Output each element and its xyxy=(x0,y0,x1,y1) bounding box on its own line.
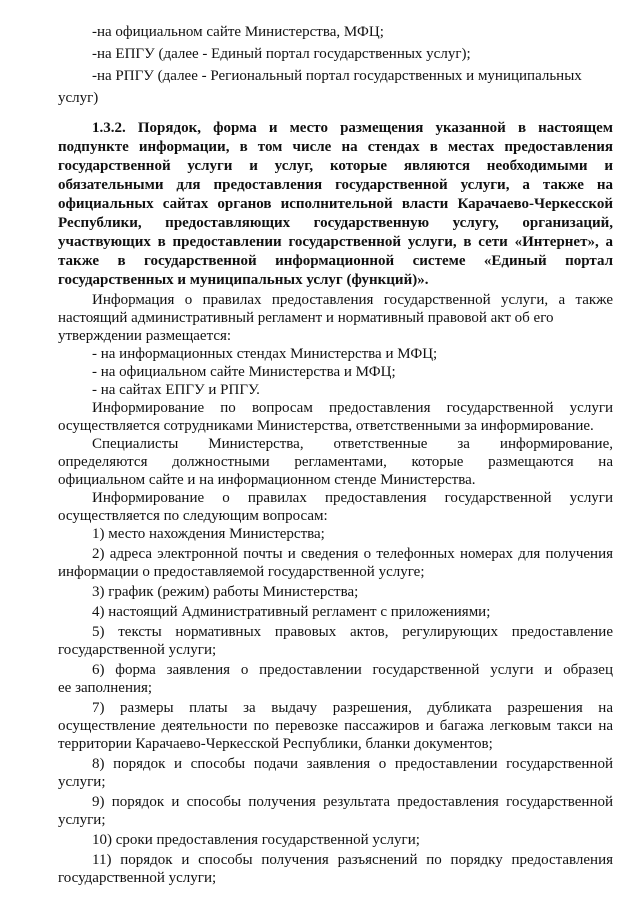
body-line: осуществление деятельности по перевозке пассажиров и багажа легковым такси на xyxy=(58,718,613,734)
body-line: территории Карачаево-Черкесской Республики, бланки документов; xyxy=(58,736,493,752)
list-item: 1) место нахождения Министерства; xyxy=(92,526,325,542)
body-line: Информирование по вопросам предоставления государственной услуги xyxy=(92,400,613,416)
heading-line: государственных и муниципальных услуг (функций)». xyxy=(58,272,429,288)
list-item: 3) график (режим) работы Министерства; xyxy=(92,584,359,600)
heading-line: также в государственной информационной системе «Единый портал xyxy=(58,253,613,269)
list-item: услуг) xyxy=(58,90,99,106)
body-line: настоящий административный регламент и нормативный правовой акт об его xyxy=(58,310,554,326)
body-line: услуги; xyxy=(58,774,106,790)
heading-line: обязательными для предоставления государственной услуги, а также на xyxy=(58,177,613,193)
body-line: - на информационных стендах Министерства и МФЦ; xyxy=(92,346,438,362)
list-item: -на ЕПГУ (далее - Единый портал государственных услуг); xyxy=(92,46,471,62)
list-item: 6) форма заявления о предоставлении государственной услуги и образец xyxy=(92,662,613,678)
heading-line: участвующих в предоставлении государственной услуги, в сети «Интернет», а xyxy=(58,234,613,250)
list-item: 11) порядок и способы получения разъяснений по порядку предоставления xyxy=(92,852,613,868)
heading-line: 1.3.2. Порядок, форма и место размещения указанной в настоящем xyxy=(92,120,613,136)
list-item: 9) порядок и способы получения результата предоставления государственной xyxy=(92,794,613,810)
body-line: утверждении размещается: xyxy=(58,328,232,344)
body-line: ее заполнения; xyxy=(58,680,153,696)
list-item: 4) настоящий Административный регламент с приложениями; xyxy=(92,604,491,620)
body-line: официальном сайте и на информационном стенде Министерства. xyxy=(58,472,476,488)
heading-line: Республики, предоставляющих государственную услугу, организаций, xyxy=(58,215,613,231)
list-item: 2) адреса электронной почты и сведения о телефонных номерах для получения xyxy=(92,546,613,562)
heading-line: официальных сайтах органов исполнительной власти Карачаево-Черкесской xyxy=(58,196,613,212)
body-line: осуществляется сотрудниками Министерства, ответственными за информирование. xyxy=(58,418,594,434)
body-line: осуществляется по следующим вопросам: xyxy=(58,508,328,524)
body-line: - на сайтах ЕПГУ и РПГУ. xyxy=(92,382,260,398)
body-line: Специалисты Министерства, ответственные за информирование, xyxy=(92,436,613,452)
list-item: 8) порядок и способы подачи заявления о предоставлении государственной xyxy=(92,756,613,772)
list-item: 10) сроки предоставления государственной услуги; xyxy=(92,832,420,848)
list-item: 5) тексты нормативных правовых актов, регулирующих предоставление xyxy=(92,624,613,640)
heading-line: государственной услуги и услуг, которые являются необходимыми и xyxy=(58,158,613,174)
list-item: -на официальном сайте Министерства, МФЦ; xyxy=(92,24,384,40)
body-line: - на официальном сайте Министерства и МФЦ; xyxy=(92,364,396,380)
body-line: Информирование о правилах предоставления государственной услуги xyxy=(92,490,613,506)
list-item: 7) размеры платы за выдачу разрешения, дубликата разрешения на xyxy=(92,700,613,716)
list-item: -на РПГУ (далее - Региональный портал государственных и муниципальных xyxy=(92,68,582,84)
body-line: Информация о правилах предоставления государственной услуги, а также xyxy=(92,292,613,308)
body-line: определяются должностными регламентами, которые размещаются на xyxy=(58,454,613,470)
body-line: государственной услуги; xyxy=(58,642,217,658)
body-line: услуги; xyxy=(58,812,106,828)
body-line: информации о предоставляемой государственной услуге; xyxy=(58,564,425,580)
body-line: государственной услуги; xyxy=(58,870,217,886)
heading-line: подпункте информации, в том числе на стендах в местах предоставления xyxy=(58,139,613,155)
